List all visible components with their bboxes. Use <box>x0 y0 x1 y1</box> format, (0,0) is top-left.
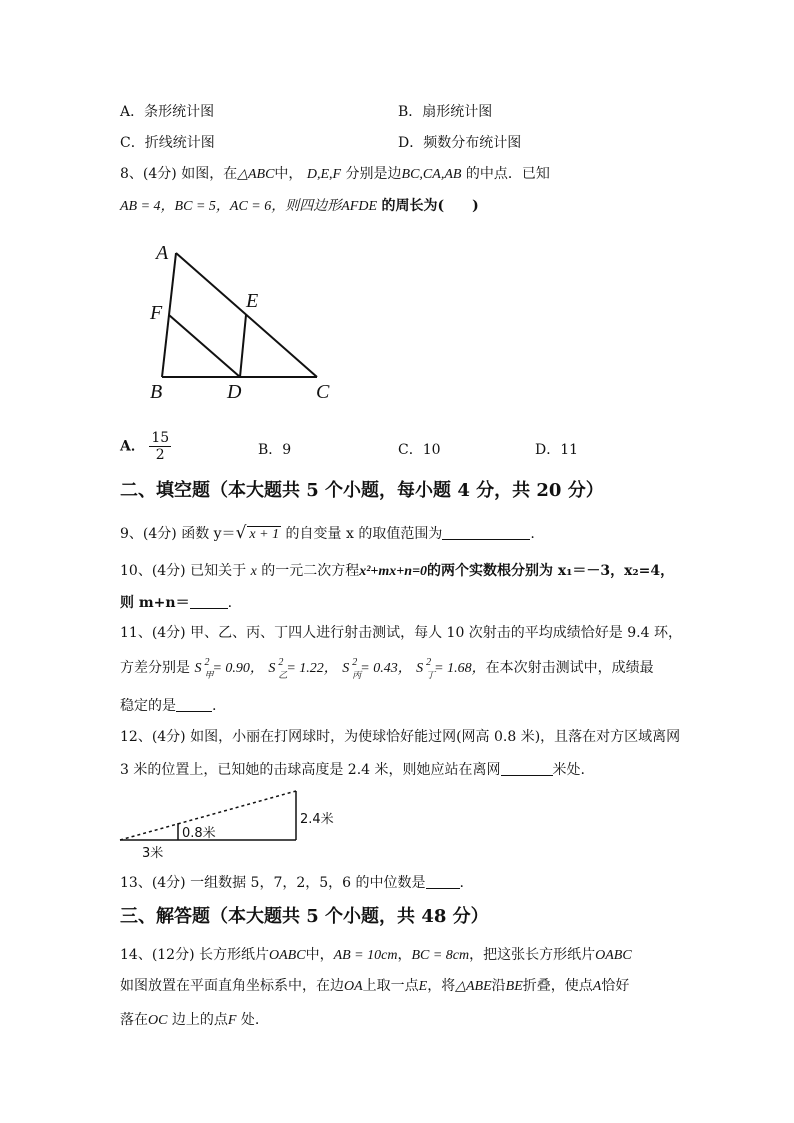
q11-line1: 11、(4分) 甲、乙、丙、丁四人进行射击测试，每人 10 次射击的平均成绩恰好是 9.4 环， <box>120 625 682 641</box>
label-a: A <box>156 242 169 264</box>
q8-option-a: A． $\frac{15}{2}$ <box>120 430 170 463</box>
q8-stem-line1: 8、(4分) 如图，在△ABC中， D,E,F 分别是边BC,CA,AB 的中点．已知 <box>120 166 550 182</box>
q12-line1: 12、(4分) 如图，小丽在打网球时，为使球恰好能过网(网高 0.8 米)，且落在对方区域离网 <box>120 729 681 745</box>
q10-line2: 则 m+n＝ . <box>120 595 233 611</box>
q7-option-d: D．频数分布统计图 <box>398 135 522 151</box>
q14-line3: 落在OC 边上的点F 处. <box>120 1012 260 1028</box>
net-height-label: 0.8米 <box>182 826 216 841</box>
q11-line2: 方差分别是 S 2 甲 = 0.90， S 2 乙 = 1.22， S 2 丙 = 0.43， S 2 丁 = 1.68，在本次射击测试中，成绩最 <box>120 657 654 680</box>
q11-answer-blank <box>176 697 212 712</box>
label-e: E <box>246 290 259 312</box>
q13-answer-blank <box>426 874 460 889</box>
section-2-title: 二、填空题（本大题共 5 个小题，每小题 4 分，共 20 分） <box>120 480 604 501</box>
q10-answer-blank <box>190 594 228 609</box>
q11-line3: 稳定的是 . <box>120 698 217 714</box>
label-c: C <box>316 381 330 403</box>
triangle-figure <box>140 235 340 410</box>
side-ac <box>176 253 317 377</box>
q7-option-b: B．扇形统计图 <box>398 104 493 120</box>
q7-option-c: C．折线统计图 <box>120 135 215 151</box>
q12-line2: 3 米的位置上，已知她的击球高度是 2.4 米，则她应站在离网 米处. <box>120 762 585 778</box>
q8-option-d: D．11 <box>535 442 579 458</box>
label-b: B <box>150 381 163 403</box>
q12-answer-blank <box>501 761 553 776</box>
q13: 13、(4分) 一组数据 5，7，2，5，6 的中位数是 . <box>120 875 464 891</box>
q7-option-a: A．条形统计图 <box>120 104 215 120</box>
q14-line1: 14、(12分) 长方形纸片OABC中，AB = 10cm，BC = 8cm，把这张长方形纸片OABC <box>120 947 632 963</box>
q10-line1: 10、(4分) 已知关于 x 的一元二次方程x²+mx+n=0的两个实数根分别为 x₁＝－3，x₂=4， <box>120 563 675 579</box>
segment-fd <box>169 315 240 377</box>
hit-height-label: 2.4米 <box>300 812 334 827</box>
q14-line2: 如图放置在平面直角坐标系中，在边OA上取一点E，将△ABE沿BE折叠，使点A恰好 <box>120 978 630 994</box>
label-f: F <box>150 302 163 324</box>
distance-label: 3米 <box>142 846 164 861</box>
q9: 9、(4分) 函数 y＝√ x + 1 的自变量 x 的取值范围为 . <box>120 523 535 543</box>
tennis-figure <box>118 785 348 865</box>
q8-stem-line2: AB = 4，BC = 5，AC = 6，则四边形AFDE 的周长为( ) <box>120 198 479 214</box>
q8-option-c: C．10 <box>398 442 441 458</box>
label-d: D <box>227 381 242 403</box>
q9-answer-blank <box>442 525 530 540</box>
q8-option-b: B．9 <box>258 442 292 458</box>
segment-ed <box>240 315 246 377</box>
section-3-title: 三、解答题（本大题共 5 个小题，共 48 分） <box>120 906 489 927</box>
